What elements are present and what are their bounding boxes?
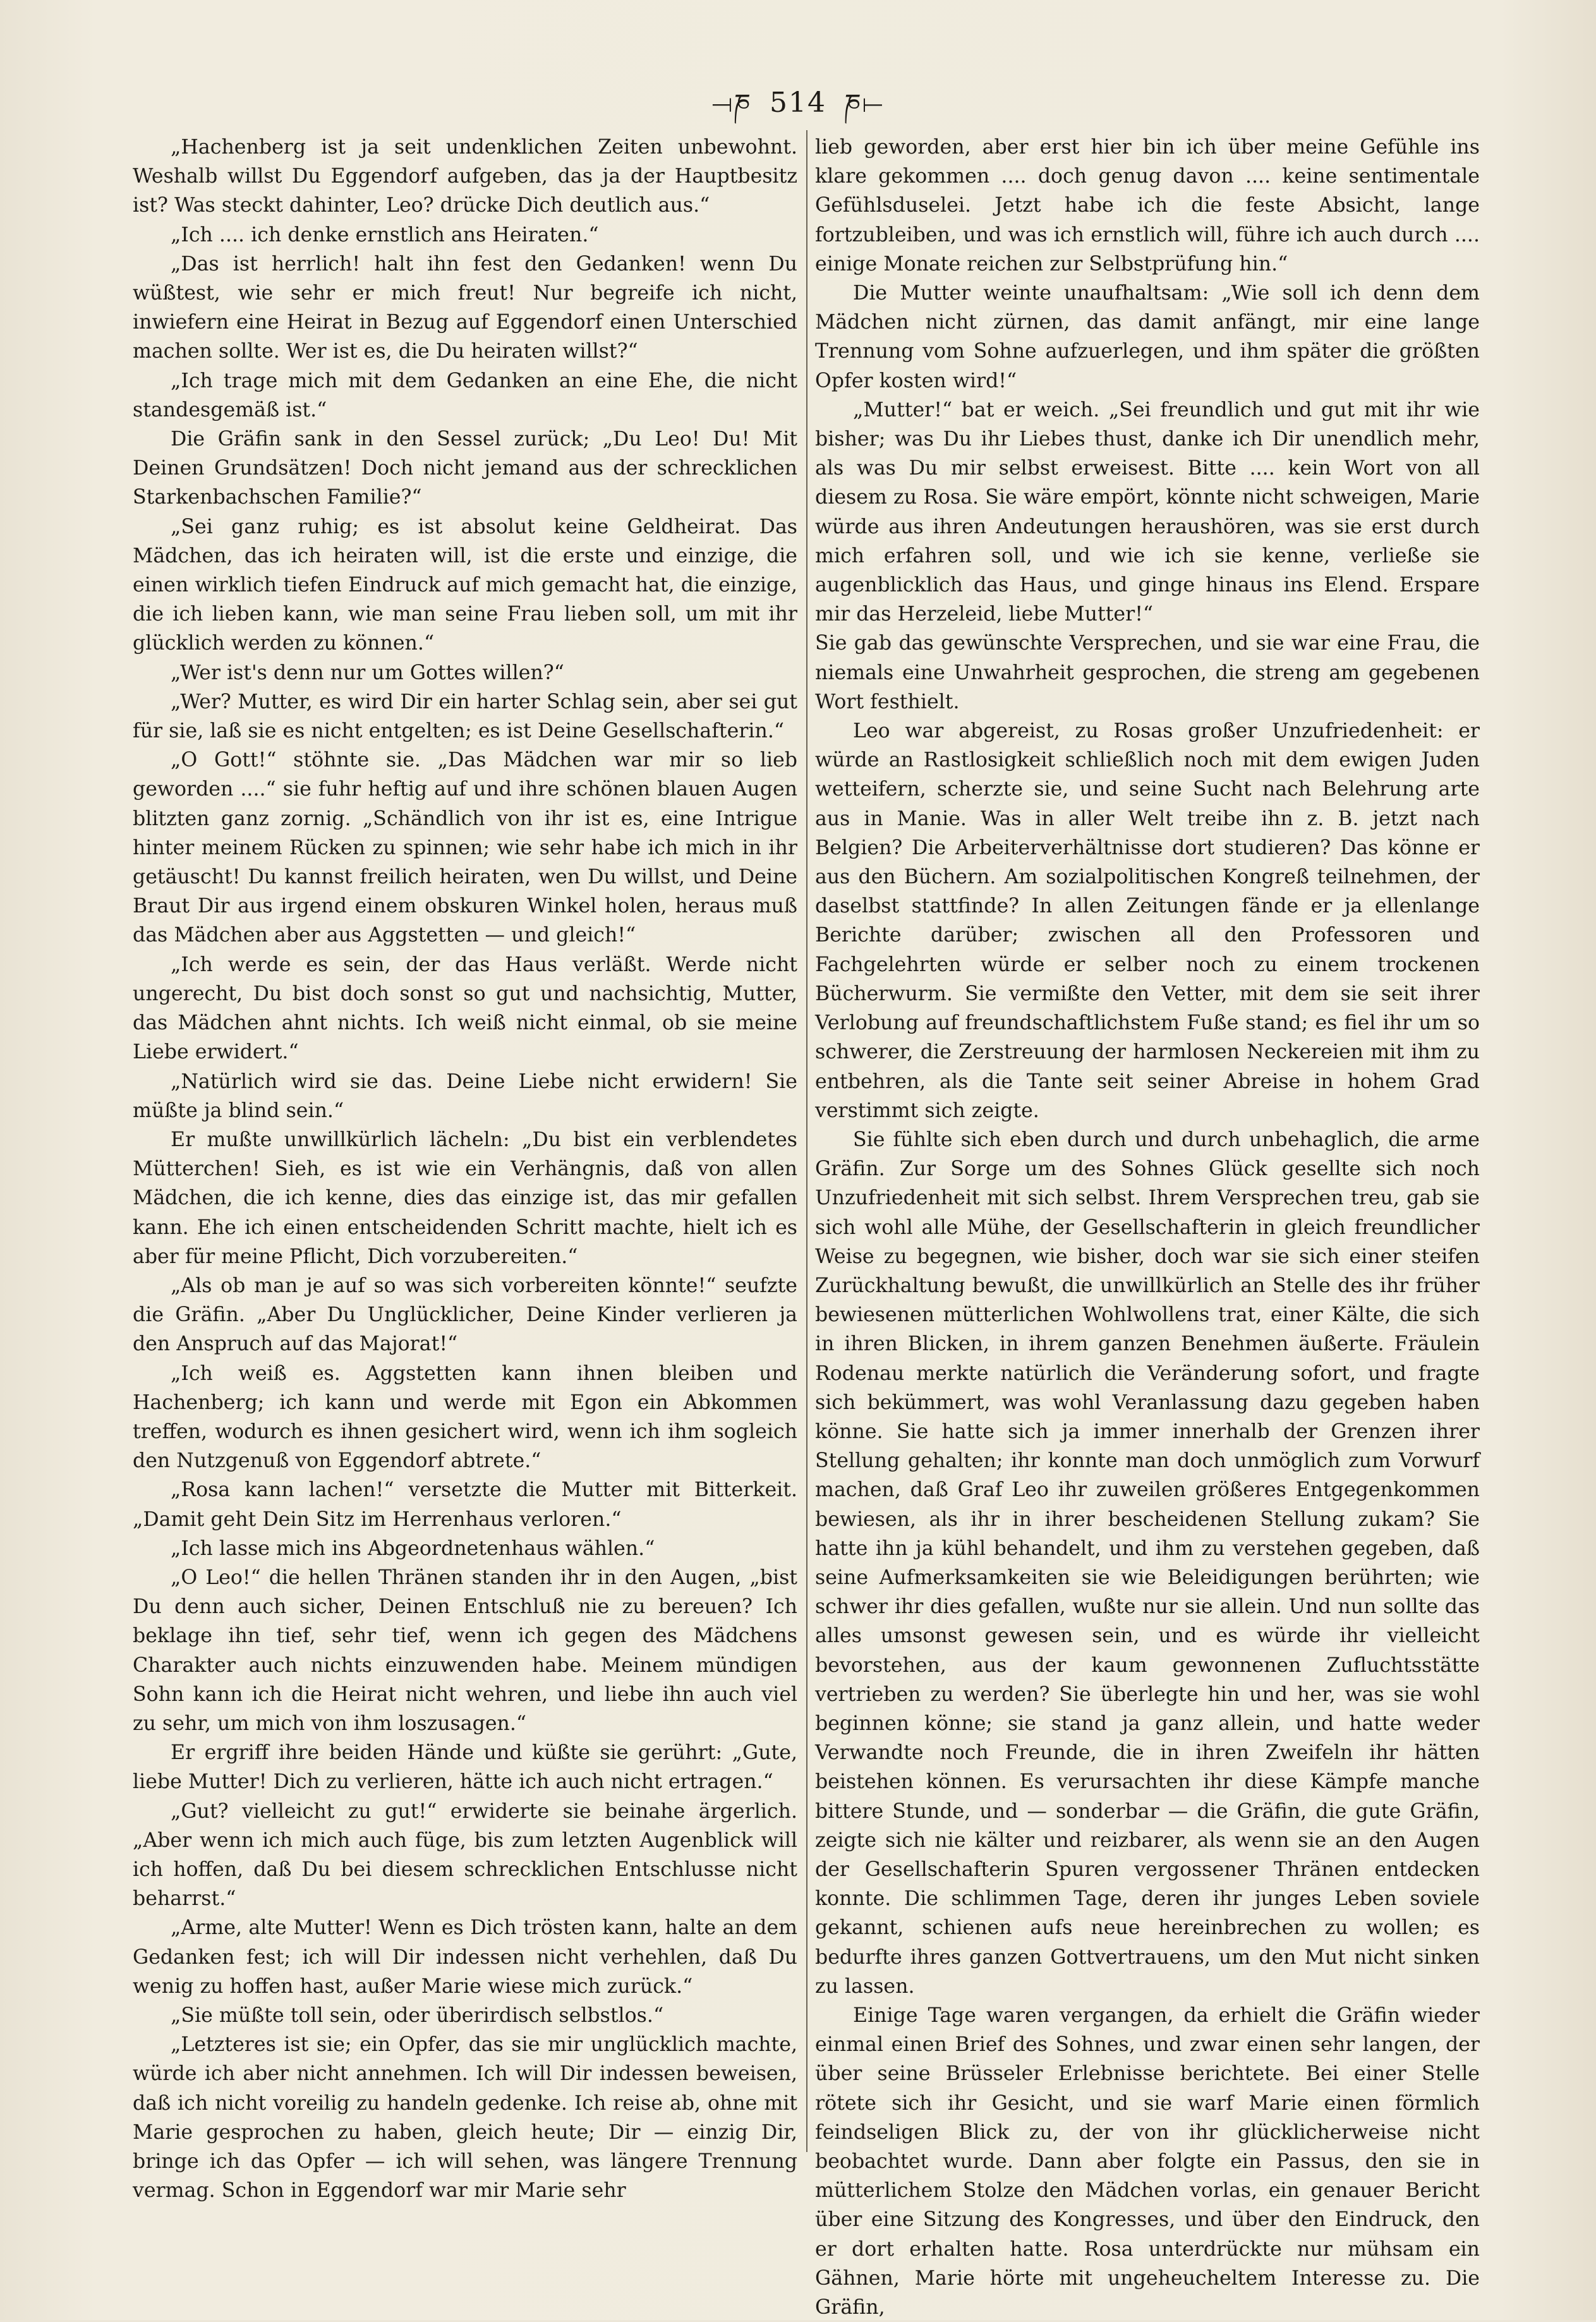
paragraph: „Natürlich wird sie das. Deine Liebe nicht erwidern! Sie müßte ja blind sein.“: [133, 1070, 797, 1122]
ornament-left-icon: ⟞ཎ: [711, 89, 752, 118]
paragraph: Er mußte unwillkürlich lächeln: „Du bist ein verblendetes Mütterchen! Sieh, es ist wie ein Verhängnis, daß von allen Mädchen, die ich kenne, dies das einzige ist, das mir gefallen kann. Ehe ich einen entscheidenden Schritt machte, hielt ich es aber für meine Pflicht, Dich vorzubereiten.“: [133, 1128, 797, 1268]
paragraph: „Mutter!“ bat er weich. „Sei freundlich und gut mit ihr wie bisher; was Du ihr Liebes thust, danke ich Dir unendlich mehr, als was Du mir selbst erweisest. Bitte .... kein Wort von all diesem zu Rosa. Sie wäre empört, könnte nicht schweigen, Marie würde aus ihren Andeutungen heraushören, was sie erst durch mich erfahren soll, und wie ich sie kenne, verließe sie augenblicklich das Haus, und ginge hinaus ins Elend. Erspare mir das Herzeleid, liebe Mutter!“: [815, 398, 1480, 626]
paragraph: „Als ob man je auf so was sich vorbereiten könnte!“ seufzte die Gräfin. „Aber Du Unglücklicher, Deine Kinder verlieren ja den Anspruch auf das Majorat!“: [133, 1274, 797, 1356]
paragraph: „Sie müßte toll sein, oder überirdisch selbstlos.“: [171, 2004, 664, 2027]
paragraph: Sie gab das gewünschte Versprechen, und sie war eine Frau, die niemals eine Unwahrheit gesprochen, die streng am gegebenen Wort festhielt.: [815, 632, 1480, 713]
paragraph: „Wer ist's denn nur um Gottes willen?“: [171, 661, 564, 684]
paragraph: Sie fühlte sich eben durch und durch unbehaglich, die arme Gräfin. Zur Sorge um des Sohnes Glück gesellte sich noch Unzufriedenheit mit sich selbst. Ihrem Versprechen treu, gab sie sich wohl alle Mühe, der Gesellschafterin in gleich freundlicher Weise zu begegnen, wie bisher, doch war sie sich einer steifen Zurückhaltung bewußt, die unwillkürlich an Stelle des ihr früher bewiesenen mütterlichen Wohlwollens trat, einer Kälte, die sich in ihren Blicken, in ihrem ganzen Benehmen äußerte. Fräulein Rodenau merkte natürlich die Veränderung sofort, und fragte sich bekümmert, was wohl Veranlassung dazu gegeben haben könne. Sie hatte sich ja immer innerhalb der Grenzen ihrer Stellung gehalten; ihr konnte man doch unmöglich zum Vorwurf machen, daß Graf Leo ihr zuweilen größeres Entgegenkommen bewiesen, als ihr in ihrer bescheidenen Stellung zukam? Sie hatte ihn ja kühl behandelt, und ihm zu verstehen gegeben, daß seine Aufmerksamkeiten sie wie Beleidigungen berührten; wie schwer ihr dies gefallen, wußte nur sie allein. Und nun sollte das alles umsonst gewesen sein, und es würde ihr vielleicht bevorstehen, aus der kaum gewonnenen Zufluchtsstätte vertrieben zu werden? Sie überlegte hin und her, was sie wohl beginnen könne; sie stand ja ganz allein, und hatte weder Verwandte noch Freunde, die in ihren Zweifeln ihr hätten beistehen können. Es verursachten ihr diese Kämpfe manche bittere Stunde, und — sonderbar — die Gräfin, die gute Gräfin, zeigte sich nie kälter und reizbarer, als wenn sie an den Augen der Gesellschafterin Spuren vergossener Thränen entdecken konnte. Die schlimmen Tage, deren ihr junges Leben soviele gekannt, schienen aufs neue hereinbrechen zu wollen; es bedurfte ihres ganzen Gottvertrauens, um den Mut nicht sinken zu lassen.: [815, 1128, 1480, 1998]
paragraph: „Gut? vielleicht zu gut!“ erwiderte sie beinahe ärgerlich. „Aber wenn ich mich auch füge, bis zum letzten Augenblick will ich hoffen, daß Du bei diesem schrecklichen Entschlusse nicht beharrst.“: [133, 1799, 797, 1911]
ornament-right-icon: ཎ⟝: [843, 89, 885, 118]
paragraph: „Ich lasse mich ins Abgeordnetenhaus wählen.“: [171, 1537, 655, 1560]
paragraph: „Letzteres ist sie; ein Opfer, das sie mir unglücklich machte, würde ich aber nicht annehmen. Ich will Dir indessen beweisen, daß ich nicht voreilig zu handeln gedenke. Ich reise ab, ohne mit Marie gesprochen zu haben, gleich heute; Dir — einzig Dir, bringe ich das Opfer — ich will sehen, was längere Trennung vermag. Schon in Eggendorf war mir Marie sehr: [133, 2033, 797, 2203]
paragraph: Leo war abgereist, zu Rosas großer Unzufriedenheit: er würde an Rastlosigkeit schließlich noch mit dem ewigen Juden wetteifern, scherzte sie, und seine Sucht nach Belehrung arte aus in Manie. Was in aller Welt treibe ihn z. B. jetzt nach Belgien? Die Arbeiterverhältnisse dort studieren? Das könne er aus den Büchern. Am sozialpolitischen Kongreß teilnehmen, der daselbst stattfinde? In allen Zeitungen fände er ja ellenlange Berichte darüber; zwischen all den Professoren und Fachgelehrten würde er selber noch zu einem trockenen Bücherwurm. Sie vermißte den Vetter, mit dem sie seit ihrer Verlobung auf freundschaftlichstem Fuße stand; es fiel ihr um so schwerer, die Zerstreuung der harmlosen Neckereien mit ihm zu entbehren, als die Tante seit seiner Abreise in hohem Grad verstimmt sich zeigte.: [815, 720, 1480, 1122]
paragraph: „Ich trage mich mit dem Gedanken an eine Ehe, die nicht standesgemäß ist.“: [133, 369, 797, 421]
page-number: 514: [770, 87, 826, 119]
paragraph: „Arme, alte Mutter! Wenn es Dich trösten kann, halte an dem Gedanken fest; ich will Dir indessen nicht verhehlen, daß Du wenig zu hoffen hast, außer Marie wiese mich zurück.“: [133, 1916, 797, 1998]
left-column: [133, 133, 797, 2203]
paragraph: Die Gräfin sank in den Sessel zurück; „Du Leo! Du! Mit Deinen Grundsätzen! Doch nicht jemand aus der schrecklichen Starkenbachschen Familie?“: [133, 428, 797, 509]
paragraph: „Wer? Mutter, es wird Dir ein harter Schlag sein, aber sei gut für sie, laß sie es nicht entgelten; es ist Deine Gesellschafterin.“: [133, 690, 797, 743]
paragraph: „O Leo!“ die hellen Thränen standen ihr in den Augen, „bist Du denn auch sicher, Deinen Entschluß nie zu bereuen? Ich beklage ihn tief, sehr tief, wenn ich gegen des Mädchens Charakter auch nichts einzuwenden habe. Meinem mündigen Sohn kann ich die Heirat nicht wehren, und liebe ihn auch viel zu sehr, um mich von ihm loszusagen.“: [133, 1566, 797, 1735]
paragraph: Einige Tage waren vergangen, da erhielt die Gräfin wieder einmal einen Brief des Sohnes, und zwar einen sehr langen, der über seine Brüsseler Erlebnisse berichtete. Bei einer Stelle rötete sich ihr Gesicht, und sie warf Marie einen förmlich feindseligen Blick zu, der von ihr glücklicherweise nicht beobachtet wurde. Dann aber folgte ein Passus, den sie in mütterlichem Stolze den Mädchen vorlas, ein genauer Bericht über eine Sitzung des Kongresses, und über den Eindruck, den er dort erhalten hatte. Rosa unterdrückte nur mühsam ein Gähnen, Marie hörte mit ungeheucheltem Interesse zu. Die Gräfin,: [815, 2004, 1480, 2319]
paragraph: „Sei ganz ruhig; es ist absolut keine Geldheirat. Das Mädchen, das ich heiraten will, ist die erste und einzige, die einen wirklich tiefen Eindruck auf mich gemacht hat, die einzige, die ich lieben kann, wie man seine Frau lieben soll, um mit ihr glücklich werden zu können.“: [133, 515, 797, 655]
paragraph: Die Mutter weinte unaufhaltsam: „Wie soll ich denn dem Mädchen nicht zürnen, das damit anfängt, mir eine lange Trennung vom Sohne aufzuerlegen, und ihm später die größten Opfer kosten wird!“: [815, 282, 1480, 392]
paragraph: „Hachenberg ist ja seit undenklichen Zeiten unbewohnt. Weshalb willst Du Eggendorf aufgeben, das ja der Hauptbesitz ist? Was steckt dahinter, Leo? drücke Dich deutlich aus.“: [133, 136, 797, 217]
paragraph: Er ergriff ihre beiden Hände und küßte sie gerührt: „Gute, liebe Mutter! Dich zu verlieren, hätte ich auch nicht ertragen.“: [133, 1741, 797, 1794]
paragraph: „Rosa kann lachen!“ versetzte die Mutter mit Bitterkeit. „Damit geht Dein Sitz im Herrenhaus verloren.“: [133, 1478, 797, 1531]
column-divider: [806, 130, 807, 2152]
paragraph: „Ich .... ich denke ernstlich ans Heiraten.“: [171, 223, 599, 246]
paragraph: „Das ist herrlich! halt ihn fest den Gedanken! wenn Du wüßtest, wie sehr er mich freut! Nur begreife ich nicht, inwiefern eine Heirat in Bezug auf Eggendorf einen Unterschied machen sollte. Wer ist es, die Du heiraten willst?“: [133, 252, 797, 363]
paragraph: „Ich weiß es. Aggstetten kann ihnen bleiben und Hachenberg; ich kann und werde mit Egon ein Abkommen treffen, wodurch es ihnen gesichert wird, wenn ich ihm sogleich den Nutzgenuß von Eggendorf abtrete.“: [133, 1362, 797, 1473]
paragraph: „Ich werde es sein, der das Haus verläßt. Werde nicht ungerecht, Du bist doch sonst so gut und nachsichtig, Mutter, das Mädchen ahnt nichts. Ich weiß nicht einmal, ob sie meine Liebe erwidert.“: [133, 953, 797, 1064]
paragraph: lieb geworden, aber erst hier bin ich über meine Gefühle ins klare gekommen .... doch genug davon .... keine sentimentale Gefühlsduselei. Jetzt habe ich die feste Absicht, lange fortzubleiben, und was ich ernstlich will, führe ich auch durch .... einige Monate reichen zur Selbstprüfung hin.“: [815, 136, 1480, 275]
paragraph: „O Gott!“ stöhnte sie. „Das Mädchen war mir so lieb geworden ....“ sie fuhr heftig auf und ihre schönen blauen Augen blitzten ganz zornig. „Schändlich von ihr ist es, eine Intrigue hinter meinem Rücken zu spinnen; wie sehr habe ich mich in ihr getäuscht! Du kannst freilich heiraten, wen Du willst, und Deine Braut Dir aus irgend einem obskuren Winkel holen, heraus muß das Mädchen aber aus Aggstetten — und gleich!“: [133, 749, 797, 947]
right-column: [815, 133, 1480, 2319]
